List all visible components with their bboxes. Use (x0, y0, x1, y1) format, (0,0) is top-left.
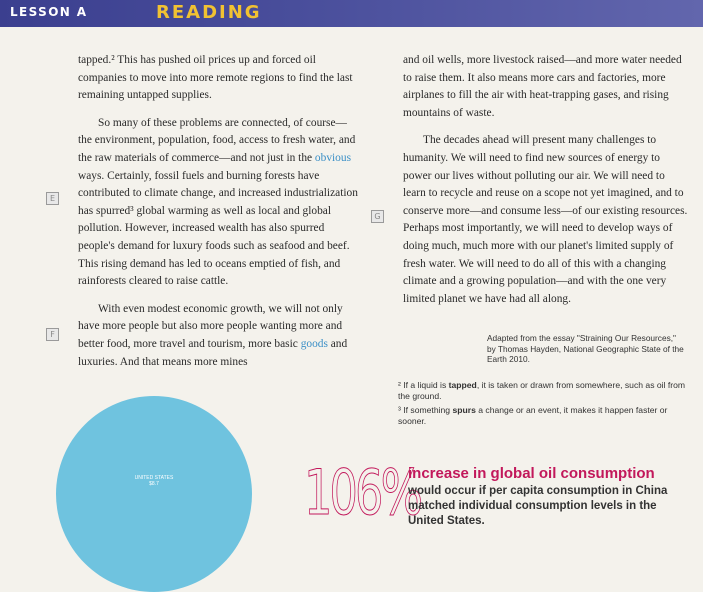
left-paragraph-3: With even modest economic growth, we will not only have more people but also more people wanting more and better food, more travel and tourism, more basic goods and luxuries. And that means more mines (78, 302, 348, 368)
us-consumption-circle (56, 396, 252, 592)
left-paragraph-2: So many of these problems are connected, of course—the environment, population, food, access to fresh water, and the raw materials of commerce—and not just in the obvious ways. Certainly, fossil fuels and burning forests have contributed to climate change, and increased industrialization has spurred³ global warming as well as local and global pollution. However, increased wealth has also spurred people's demand for luxury foods such as seafood and beef. This rising demand has led to oceans emptied of fish, and rainforests cleared to raise cattle. (78, 116, 358, 288)
section-title: READING (156, 2, 262, 23)
page-header (0, 0, 703, 27)
right-column (403, 52, 690, 318)
big-percent-figure: 106% (304, 456, 421, 529)
footnote-tapped: ² If a liquid is tapped, it is taken or drawn from somewhere, such as oil from the ground. (398, 380, 686, 401)
source-attribution: Adapted from the essay "Straining Our Resources," by Thomas Hayden, National Geographic State of the Earth 2010. (487, 333, 684, 364)
right-paragraph-1: and oil wells, more livestock raised—and more water needed to raise them. It also means more cars and factories, more airplanes to fill the air with heat-trapping gases, and rising mountains of waste. (403, 54, 682, 119)
circle-value-label: $8.7 (149, 481, 159, 487)
left-paragraph-1: tapped.² This has pushed oil prices up and forced oil companies to move into more remote regions to find the last remaining untapped supplies. (78, 54, 353, 102)
circle-country-label: UNITED STATES (134, 475, 174, 481)
callout-headline: increase in global oil consumption (408, 465, 655, 482)
callout-body: would occur if per capita consumption in China matched individual consumption levels in the United States. (408, 485, 668, 527)
left-column (78, 52, 360, 381)
circle-label (56, 475, 252, 487)
paragraph-marker-g: G (371, 210, 384, 223)
vocab-link-obvious[interactable]: obvious (314, 151, 351, 164)
lesson-label: LESSON A (10, 5, 88, 19)
paragraph-marker-e: E (46, 192, 59, 205)
paragraph-marker-f: F (46, 328, 59, 341)
vocab-link-goods[interactable]: goods (300, 337, 328, 350)
footnote-spurs: ³ If something spurs a change or an event, it makes it happen faster or sooner. (398, 405, 668, 426)
right-paragraph-2: The decades ahead will present many challenges to humanity. We will need to find new sources of energy to power our lives without polluting our air. We will need to learn to recycle and reuse on a scope not yet imagined, and to conserve more—and consume less—of our existing resources. Perhaps most importantly, we will need to develop ways of doing much, much more with our planet's limited supply of fresh water. We will need to do all of this with a changing climate and a growing population—and with the one very limited planet we have had all along. (403, 134, 688, 305)
